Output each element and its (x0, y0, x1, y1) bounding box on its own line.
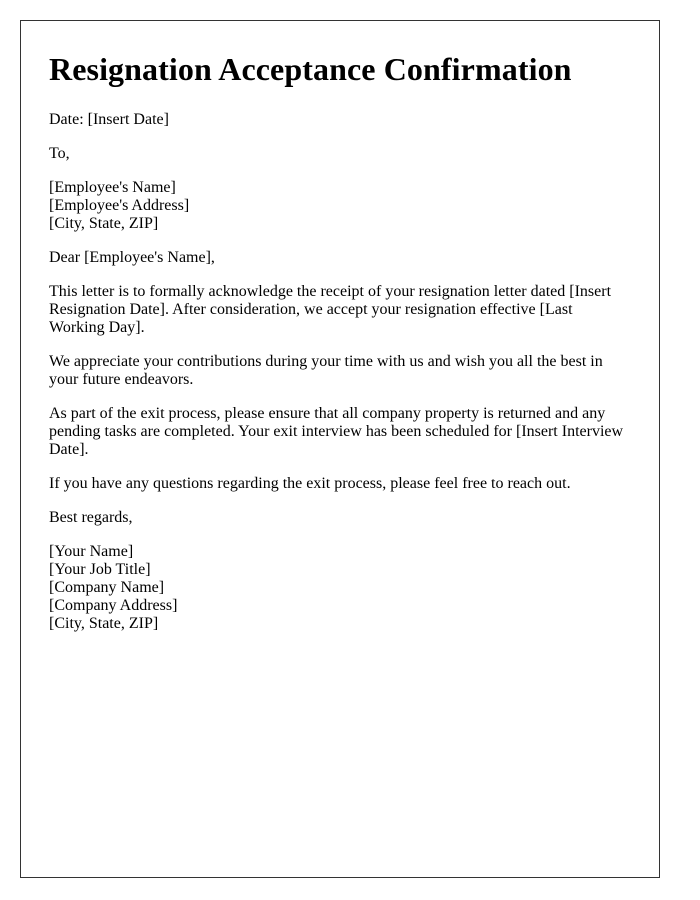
recipient-city-state-zip: [City, State, ZIP] (49, 215, 159, 232)
sender-job-title: [Your Job Title] (49, 561, 151, 578)
letter-title: Resignation Acceptance Confirmation (49, 51, 572, 87)
recipient-name: [Employee's Name] (49, 179, 176, 196)
date-line: Date: [Insert Date] (49, 111, 169, 128)
sender-name: [Your Name] (49, 543, 134, 560)
letter-page (20, 20, 660, 878)
closing: Best regards, (49, 509, 133, 526)
company-name: [Company Name] (49, 579, 165, 596)
recipient-address-block (49, 179, 631, 233)
to-line: To, (49, 145, 70, 162)
body-paragraph-questions: If you have any questions regarding the exit process, please feel free to reach out. (49, 475, 571, 492)
company-city-state-zip: [City, State, ZIP] (49, 615, 159, 632)
recipient-address: [Employee's Address] (49, 197, 190, 214)
body-paragraph-acknowledgement: This letter is to formally acknowledge the receipt of your resignation letter dated [Insert Resignation Date]. After consideration, we accept your resignation effective [Last Working Day]. (49, 283, 612, 336)
body-paragraph-exit-process: As part of the exit process, please ensure that all company property is returned and any pending tasks are completed. Your exit interview has been scheduled for [Insert Interview Date]. (49, 405, 624, 458)
body-paragraph-appreciation: We appreciate your contributions during your time with us and wish you all the best in your future endeavors. (49, 353, 603, 388)
company-address: [Company Address] (49, 597, 178, 614)
signature-block (49, 543, 631, 633)
salutation: Dear [Employee's Name], (49, 249, 215, 266)
